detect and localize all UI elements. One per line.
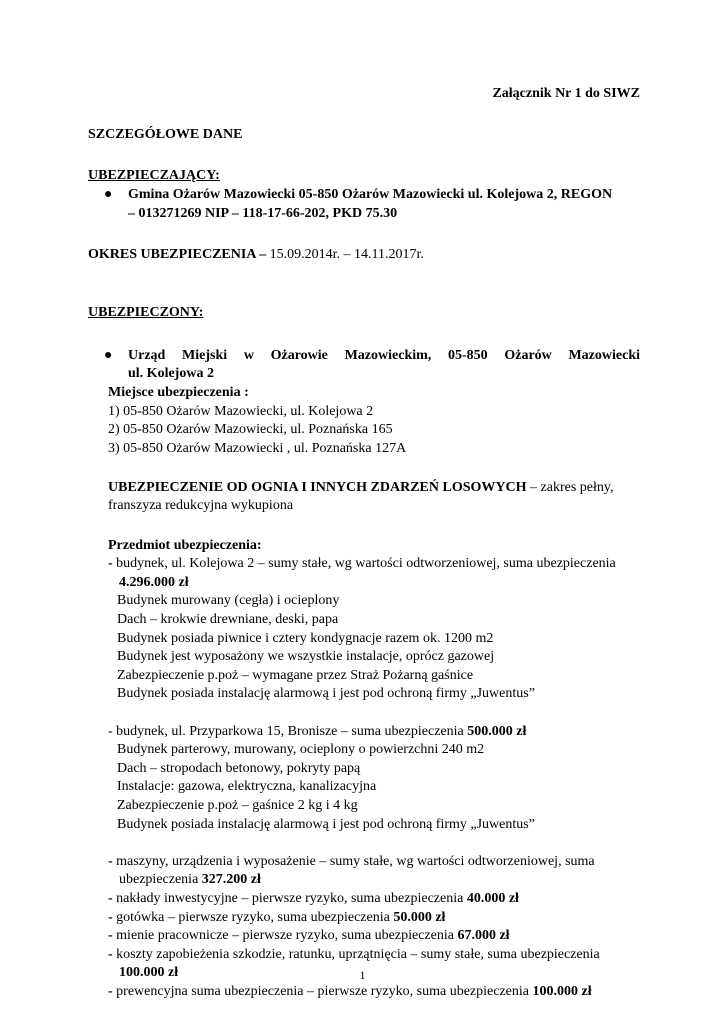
building2-sum: 500.000 zł [467, 723, 527, 739]
bullet-icon: ● [104, 186, 113, 202]
building2-detail: Budynek parterowy, murowany, ocieplony o powierzchni 240 m2 [117, 742, 485, 758]
building2-detail: Dach – stropodach betonowy, pokryty papą [117, 760, 361, 776]
document-title: SZCZEGÓŁOWE DANE [88, 127, 243, 143]
subject-heading: Przedmiot ubezpieczenia: [108, 537, 262, 553]
building1-sum: 4.296.000 zł [119, 574, 189, 590]
bullet-icon: ● [104, 347, 113, 363]
cash-line: - gotówka – pierwsze ryzyko, suma ubezpieczenia 50.000 zł [108, 909, 446, 925]
insured-line1: Urząd Miejski w Ożarowie Mazowieckim, 05-850 Ożarów Mazowiecki [128, 347, 640, 363]
building1-detail: Budynek jest wyposażony we wszystkie instalacje, oprócz gazowej [117, 649, 495, 665]
insured-line2: ul. Kolejowa 2 [128, 366, 214, 382]
insured-heading: UBEZPIECZONY: [88, 304, 204, 320]
employee-sum: 67.000 zł [457, 928, 510, 944]
fire-heading: UBEZPIECZENIE OD OGNIA I INNYCH ZDARZEŃ LOSOWYCH [108, 479, 527, 495]
building2-line: - budynek, ul. Przyparkowa 15, Bronisze – suma ubezpieczenia 500.000 zł [108, 723, 527, 739]
fire-rest: – zakres pełny, [526, 479, 614, 495]
location-1: 1) 05-850 Ożarów Mazowiecki, ul. Kolejowa 2 [108, 403, 374, 419]
building1-detail: Budynek posiada piwnice i cztery kondygnacje razem ok. 1200 m2 [117, 630, 494, 646]
building2-detail: Zabezpieczenie p.poż – gaśnice 2 kg i 4 kg [117, 797, 358, 813]
insurer-item [88, 186, 640, 223]
locations-label: Miejsce ubezpieczenia : [108, 384, 249, 400]
building2-detail: Instalacje: gazowa, elektryczna, kanalizacyjna [117, 779, 377, 795]
document-page [88, 85, 640, 1002]
machines-line: - maszyny, urządzenia i wyposażenie – sumy stałe, wg wartości odtworzeniowej, suma [108, 853, 595, 869]
building1-line: - budynek, ul. Kolejowa 2 – sumy stałe, wg wartości odtworzeniowej, suma ubezpieczenia [108, 556, 616, 572]
insurer-heading: UBEZPIECZAJĄCY: [88, 168, 220, 184]
invest-sum: 40.000 zł [466, 890, 519, 906]
period-value: 15.09.2014r. – 14.11.2017r. [269, 246, 424, 262]
building1-detail: Dach – krokwie drewniane, deski, papa [117, 612, 339, 628]
insured-item [88, 347, 640, 384]
prevent-line: - prewencyjna suma ubezpieczenia – pierwsze ryzyko, suma ubezpieczenia 100.000 zł [108, 983, 592, 999]
building1-detail: Zabezpieczenie p.poż – wymagane przez Straż Pożarną gaśnice [117, 667, 474, 683]
cash-sum: 50.000 zł [393, 909, 446, 925]
location-2: 2) 05-850 Ożarów Mazowiecki, ul. Poznańska 165 [108, 422, 393, 438]
period-line [88, 246, 640, 265]
fire-rest-line2: franszyza redukcyjna wykupiona [108, 498, 294, 514]
costs-sum: 100.000 zł [119, 965, 179, 981]
building1-detail: Budynek posiada instalację alarmową i jest pod ochroną firmy „Juwentus” [117, 686, 535, 702]
annex-label: Załącznik Nr 1 do SIWZ [492, 86, 640, 101]
insurer-line2: – 013271269 NIP – 118-17-66-202, PKD 75.30 [128, 205, 398, 221]
invest-line: - nakłady inwestycyjne – pierwsze ryzyko, suma ubezpieczenia 40.000 zł [108, 890, 519, 906]
costs-line: - koszty zapobieżenia szkodzie, ratunku, uprzątnięcia – sumy stałe, suma ubezpieczenia [108, 946, 600, 962]
prevent-sum: 100.000 zł [532, 983, 592, 999]
period-label: OKRES UBEZPIECZENIA – [88, 246, 270, 262]
machines-line2: ubezpieczenia 327.200 zł [119, 872, 261, 888]
page-number: 1 [359, 968, 366, 982]
building2-detail: Budynek posiada instalację alarmową i jest pod ochroną firmy „Juwentus” [117, 816, 535, 832]
employee-line: - mienie pracownicze – pierwsze ryzyko, suma ubezpieczenia 67.000 zł [108, 928, 510, 944]
fire-insurance [88, 479, 640, 498]
insurer-line1: Gmina Ożarów Mazowiecki 05-850 Ożarów Mazowiecki ul. Kolejowa 2, REGON [128, 186, 613, 202]
building1-detail: Budynek murowany (cegła) i ocieplony [117, 593, 340, 609]
location-3: 3) 05-850 Ożarów Mazowiecki , ul. Poznańska 127A [108, 440, 407, 456]
machines-sum: 327.200 zł [201, 872, 261, 888]
